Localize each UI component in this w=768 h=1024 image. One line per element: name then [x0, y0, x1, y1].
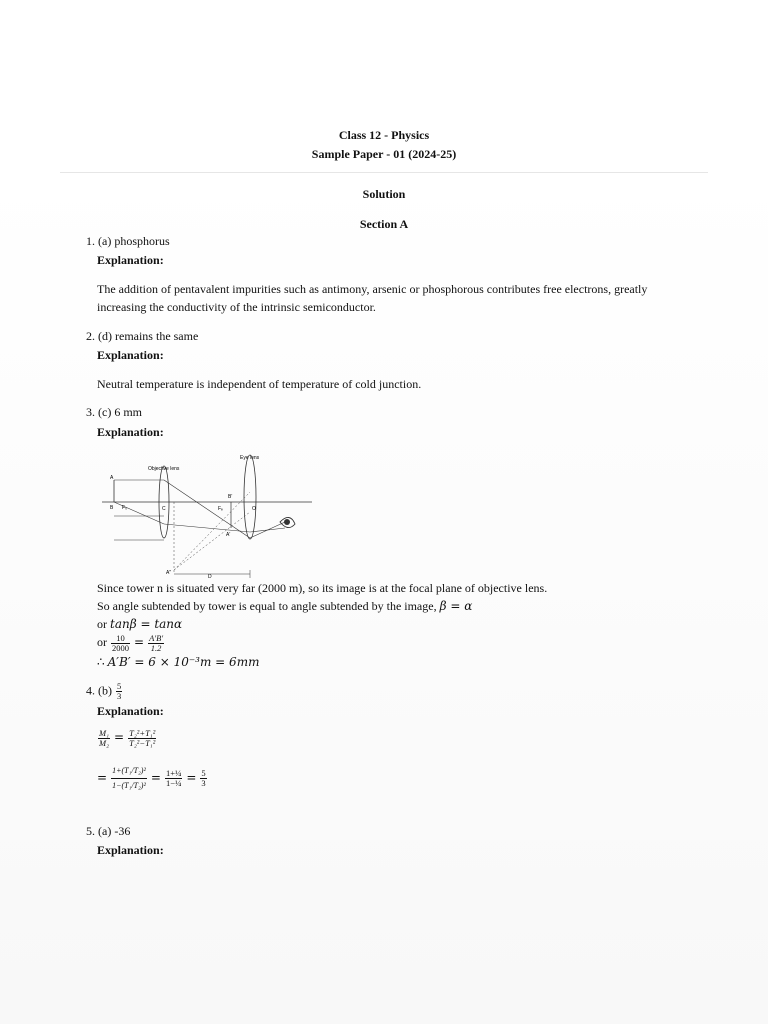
explanation-label: Explanation:	[97, 704, 164, 718]
equation-ratio: or $\frac{10}{2000}$ = $\frac{A'B'}{1.2}$	[97, 632, 164, 653]
question-number: 5.	[86, 824, 95, 838]
diagram-label-a-prime: A'	[226, 532, 231, 538]
header-class-title: Class 12 - Physics	[338, 128, 430, 142]
q3-explanation	[97, 579, 707, 671]
question-answer: (c) 6 mm	[98, 405, 142, 419]
diagram-label-d: D	[208, 574, 212, 580]
answer-fraction: $\frac{5}{3}$	[117, 681, 122, 701]
explanation-label: Explanation:	[97, 843, 164, 857]
explanation-label: Explanation:	[97, 253, 164, 267]
diagram-label-c: C	[162, 506, 166, 512]
diagram-label-fo: F₀	[122, 505, 128, 511]
explanation-line: Since tower n is situated very far (2000 m), so its image is at the focal plane of objective lens.	[97, 581, 548, 595]
telescope-ray-diagram	[100, 452, 320, 580]
document-header	[0, 126, 768, 164]
diagram-label-a: A	[110, 475, 114, 481]
therefore-icon: ∴	[97, 654, 105, 669]
explanation-line: increasing the conductivity of the intrinsic semiconductor.	[97, 300, 376, 314]
equation-mass-ratio: $\frac{\text{M₁}}{\text{M₂}}$ = $\frac{\text{T₂²+T₁²}}{\text{T₂²−T₁²}}$	[99, 727, 156, 748]
diagram-label-o: O	[252, 506, 256, 512]
explanation-label: Explanation:	[97, 348, 164, 362]
question-number: 1.	[86, 234, 95, 248]
equation-simplified: = $\frac{\text{1+(T₁/T₂)²}}{\text{1−(T₁/T₂)²}}$ = $\frac{\text{1+¼}}{\text{1−¼}}$ = $\frac{5}{3}$	[97, 766, 206, 790]
question-answer: (a) phosphorus	[98, 234, 170, 248]
diagram-label-eye: Eye lens	[240, 455, 260, 461]
equation-inline: β = α	[439, 599, 473, 613]
explanation-line: So angle subtended by tower is equal to angle subtended by the image, β = α	[97, 599, 473, 613]
fraction: $\frac{A'B'}{1.2}$	[149, 632, 164, 653]
diagram-label-b-prime: B'	[228, 494, 233, 500]
question-answer: (a) -36	[98, 824, 131, 838]
explanation-text: Neutral temperature is independent of temperature of cold junction.	[97, 377, 422, 391]
question-number: 2.	[86, 329, 95, 343]
question-3	[86, 405, 142, 420]
diagram-label-objective: Objective lens	[148, 466, 180, 472]
equation-result: ∴ A′B′ = 6 × 10⁻³m = 6mm	[97, 654, 260, 669]
header-divider	[60, 172, 708, 173]
header-paper-title: Sample Paper - 01 (2024-25)	[311, 147, 457, 161]
diagram-label-b: B	[110, 505, 114, 511]
explanation-line: The addition of pentavalent impurities such as antimony, arsenic or phosphorous contributes free electrons, greatly	[97, 282, 648, 296]
diagram-label-a-double-prime: A''	[166, 570, 172, 576]
explanation-label: Explanation:	[97, 425, 164, 439]
diagram-label-fe: Fₑ	[218, 506, 223, 512]
equation-tan: or tanβ = tanα	[97, 617, 183, 631]
question-answer: (d) remains the same	[98, 329, 199, 343]
question-5	[86, 824, 130, 839]
question-1	[86, 234, 170, 249]
question-number: 4.	[86, 683, 95, 698]
solution-title: Solution	[362, 187, 406, 201]
explanation-text	[97, 280, 697, 316]
fraction: $\frac{10}{2000}$	[112, 632, 129, 653]
question-number: 3.	[86, 405, 95, 419]
question-4: 4. (b) $\frac{5}{3}$	[86, 681, 122, 701]
section-title: Section A	[359, 217, 409, 231]
question-2	[86, 329, 198, 344]
